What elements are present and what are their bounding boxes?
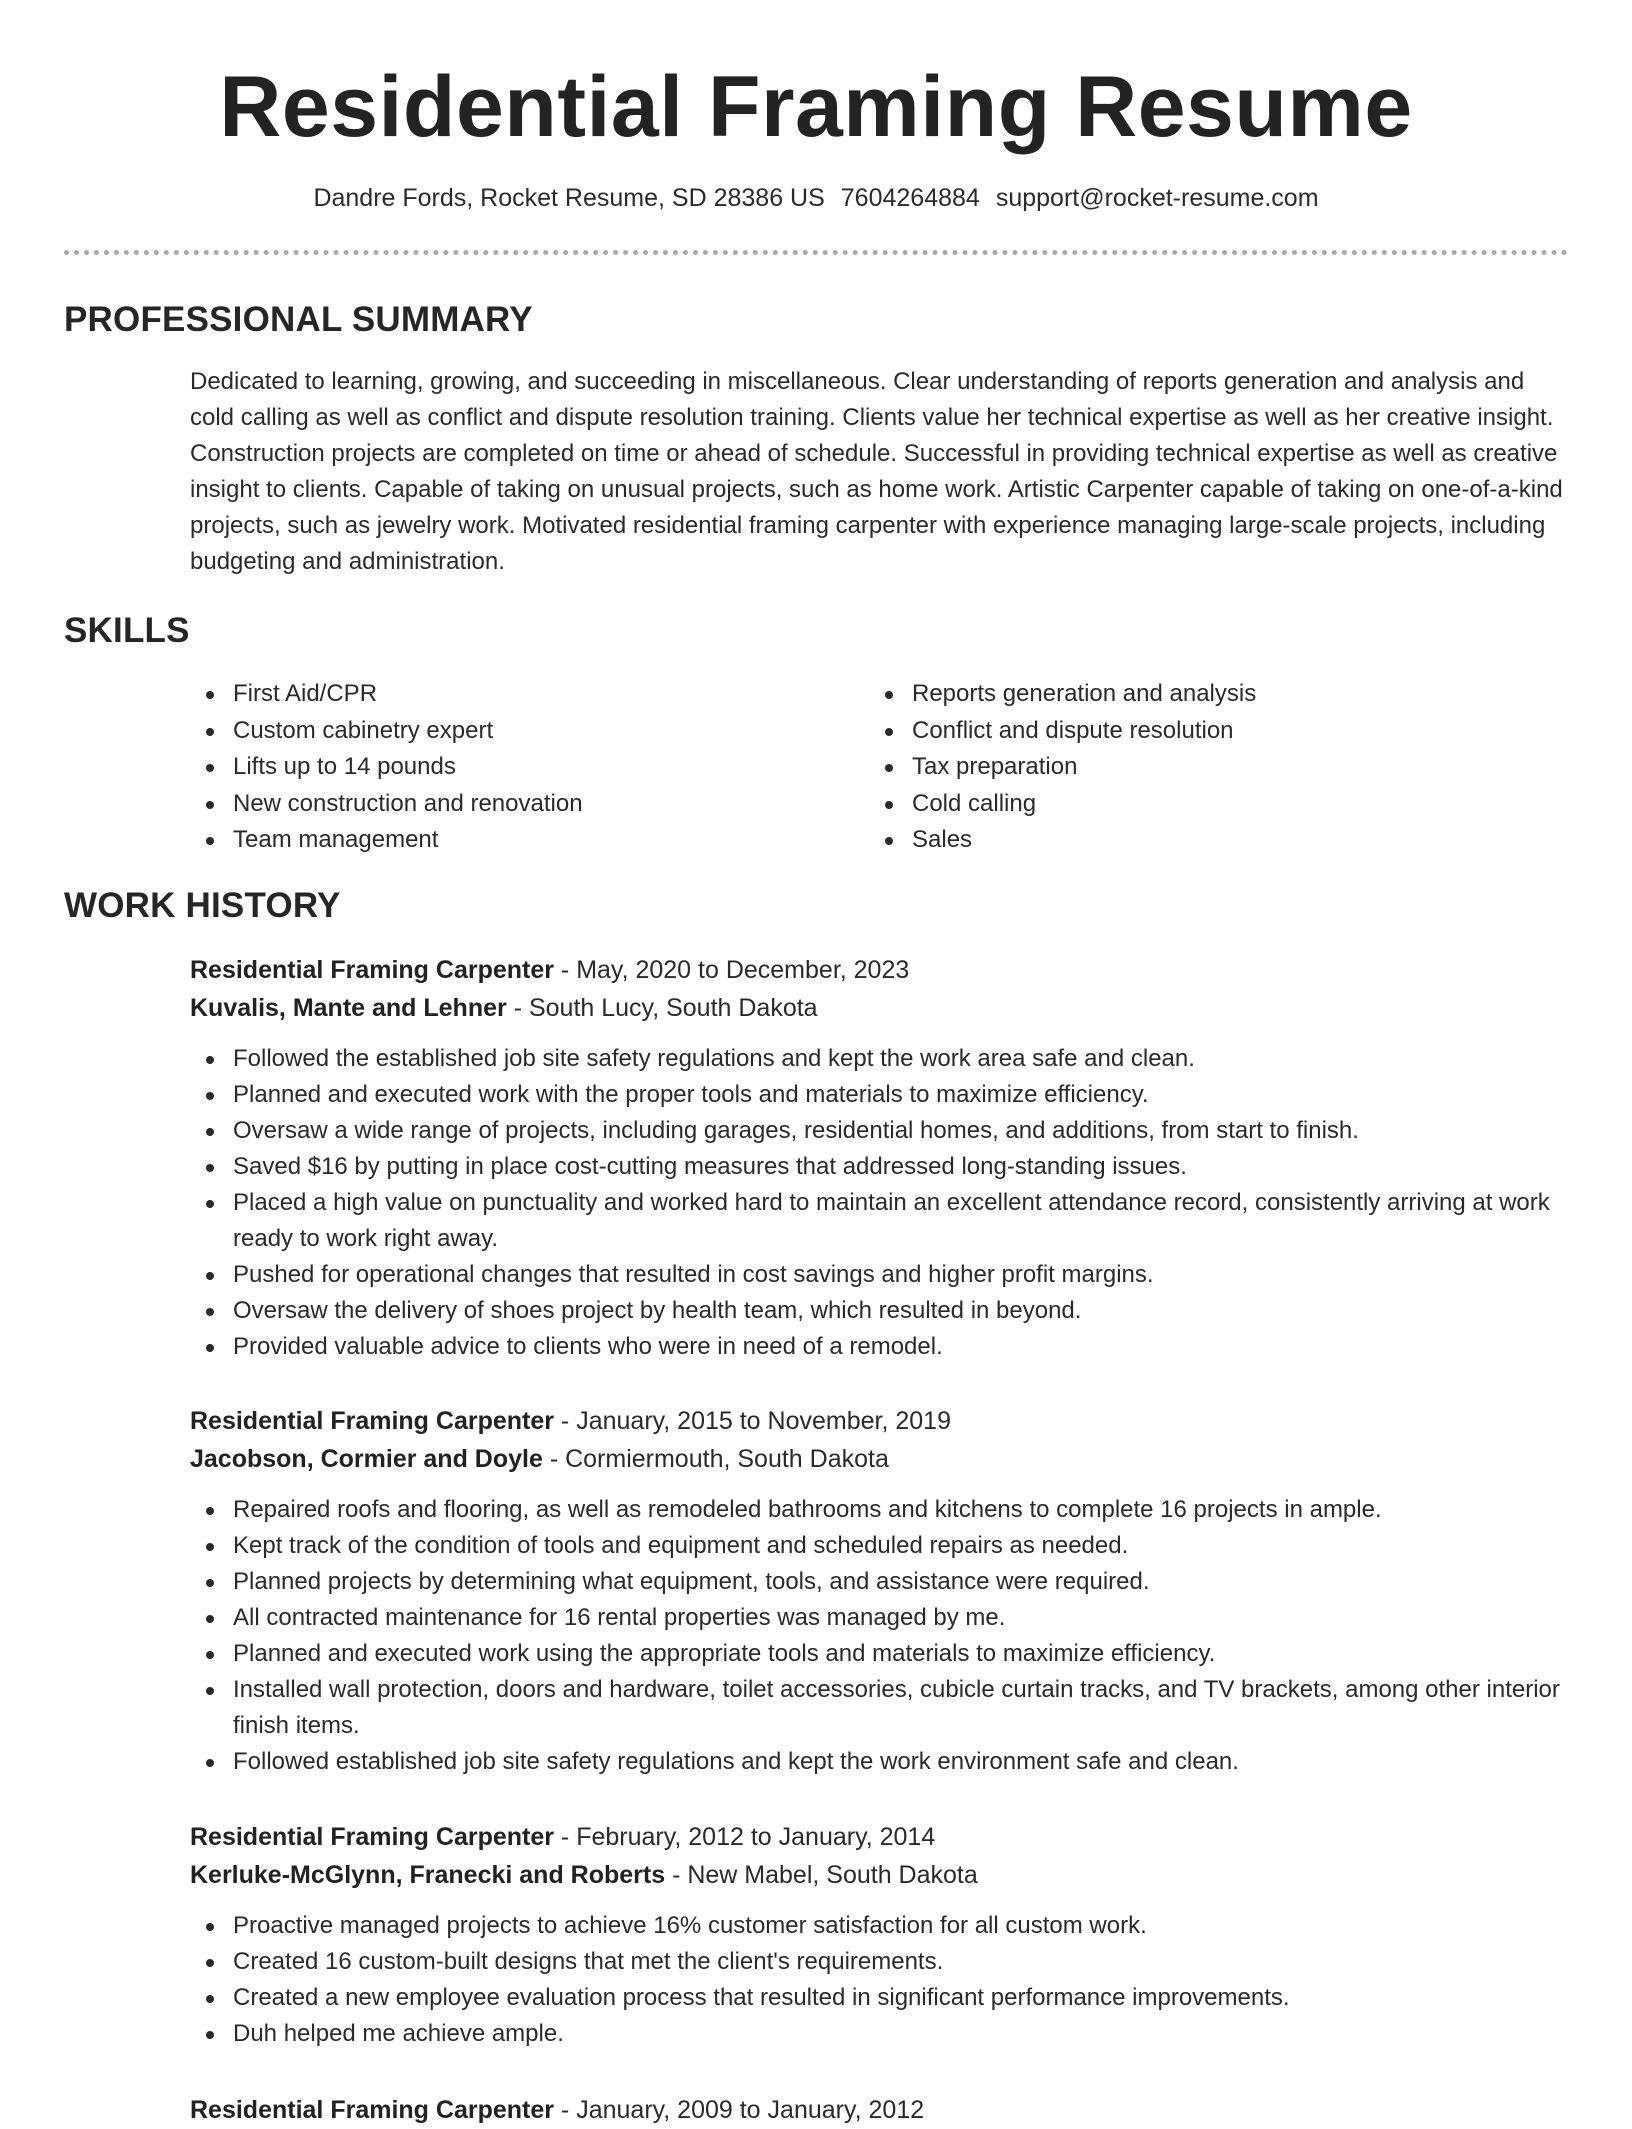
job-title: Residential Framing Carpenter — [190, 1823, 554, 1851]
job-dates: May, 2020 to December, 2023 — [576, 956, 910, 984]
job-bullet: Followed established job site safety regulations and kept the work environment safe and clean. — [190, 1744, 1570, 1780]
job-company-line — [190, 1440, 1570, 1478]
job-bullet: Duh helped me achieve ample. — [190, 2016, 1570, 2052]
job-location: South Lucy, South Dakota — [528, 994, 818, 1022]
job-bullets — [190, 1492, 1570, 1780]
job-bullet: Saved $16 by putting in place cost-cutting measures that addressed long-standing issues. — [190, 1149, 1570, 1185]
job-location: New Mabel, South Dakota — [687, 1861, 978, 1889]
job-bullet: Followed the established job site safety regulations and kept the work area safe and clean. — [190, 1041, 1570, 1077]
contact-email: support@rocket-resume.com — [995, 184, 1319, 212]
skill-item: Sales — [869, 822, 1549, 859]
skill-item: Team management — [190, 822, 830, 859]
job-bullet: Provided valuable advice to clients who were in need of a remodel. — [190, 1329, 1570, 1365]
skill-item: Lifts up to 14 pounds — [190, 749, 830, 786]
job-bullet: Planned projects by determining what equipment, tools, and assistance were required. — [190, 1564, 1570, 1600]
job-company: Kuvalis, Mante and Lehner — [190, 994, 507, 1022]
job-entry — [190, 1818, 1570, 2052]
job-company: Jacobson, Cormier and Doyle — [190, 1445, 543, 1473]
job-company-line — [190, 989, 1570, 1027]
skills-list-right — [869, 676, 1549, 859]
job-title-line — [190, 2091, 1570, 2129]
skill-item: Reports generation and analysis — [869, 676, 1549, 713]
job-company: Kerluke-McGlynn, Franecki and Roberts — [190, 1861, 666, 1889]
job-title-line — [190, 1402, 1570, 1440]
job-bullet: All contracted maintenance for 16 rental properties was managed by me. — [190, 1600, 1570, 1636]
job-title-line — [190, 1818, 1570, 1856]
contact-phone: 7604264884 — [840, 184, 980, 212]
skill-item: New construction and renovation — [190, 786, 830, 823]
job-bullet: Pushed for operational changes that resulted in cost savings and higher profit margins. — [190, 1257, 1570, 1293]
work-history-heading: WORK HISTORY — [64, 886, 341, 925]
separator: - — [553, 2096, 577, 2124]
job-title: Residential Framing Carpenter — [190, 1407, 554, 1435]
job-entry — [190, 2091, 1570, 2129]
job-location: Cormiermouth, South Dakota — [565, 1445, 889, 1473]
separator: - — [553, 956, 577, 984]
separator: - — [553, 1823, 577, 1851]
job-bullet: Placed a high value on punctuality and worked hard to maintain an excellent attendance record, consistently arriving at work ready to work right away. — [190, 1185, 1570, 1257]
job-bullet: Kept track of the condition of tools and equipment and scheduled repairs as needed. — [190, 1528, 1570, 1564]
separator: - — [665, 1861, 688, 1889]
job-bullet: Created a new employee evaluation process that resulted in significant performance improvements. — [190, 1980, 1570, 2016]
job-bullet: Created 16 custom-built designs that met the client's requirements. — [190, 1944, 1570, 1980]
job-company-line — [190, 1856, 1570, 1894]
job-dates: January, 2009 to January, 2012 — [576, 2096, 925, 2124]
summary-heading: PROFESSIONAL SUMMARY — [64, 300, 533, 339]
job-entry — [190, 951, 1570, 1365]
skill-item: Cold calling — [869, 786, 1549, 823]
job-title-line — [190, 951, 1570, 989]
job-bullet: Planned and executed work using the appropriate tools and materials to maximize efficiency. — [190, 1636, 1570, 1672]
job-title: Residential Framing Carpenter — [190, 956, 554, 984]
job-bullet: Repaired roofs and flooring, as well as remodeled bathrooms and kitchens to complete 16 projects in ample. — [190, 1492, 1570, 1528]
job-title: Residential Framing Carpenter — [190, 2096, 554, 2124]
job-dates: February, 2012 to January, 2014 — [576, 1823, 936, 1851]
job-bullet: Proactive managed projects to achieve 16% customer satisfaction for all custom work. — [190, 1908, 1570, 1944]
contact-address: Dandre Fords, Rocket Resume, SD 28386 US — [313, 184, 825, 212]
job-bullets — [190, 1908, 1570, 2052]
skill-item: Conflict and dispute resolution — [869, 713, 1549, 750]
separator: - — [553, 1407, 577, 1435]
job-bullets — [190, 1041, 1570, 1365]
skill-item: Tax preparation — [869, 749, 1549, 786]
summary-text: Dedicated to learning, growing, and succeeding in miscellaneous. Clear understanding of reports generation and analysis and cold calling as well as conflict and dispute resolution training. Clients value her technical expertise as well as her creative insight. Construction projects are completed on time or ahead of schedule. Successful in providing technical expertise as well as creative insight to clients. Capable of taking on unusual projects, such as home work. Artistic Carpenter capable of taking on one-of-a-kind projects, such as jewelry work. Motivated residential framing carpenter with experience managing large-scale projects, including budgeting and administration. — [190, 368, 1563, 575]
skills-heading: SKILLS — [64, 611, 190, 650]
job-entry — [190, 1402, 1570, 1780]
resume-title: Residential Framing Resume — [219, 59, 1413, 155]
header-divider — [64, 250, 1568, 255]
separator: - — [542, 1445, 566, 1473]
skill-item: First Aid/CPR — [190, 676, 830, 713]
skills-list-left — [190, 676, 830, 859]
job-bullet: Oversaw a wide range of projects, including garages, residential homes, and additions, from start to finish. — [190, 1113, 1570, 1149]
job-dates: January, 2015 to November, 2019 — [576, 1407, 951, 1435]
contact-line — [0, 178, 1632, 218]
skill-item: Custom cabinetry expert — [190, 713, 830, 750]
job-bullet: Planned and executed work with the proper tools and materials to maximize efficiency. — [190, 1077, 1570, 1113]
job-bullet: Installed wall protection, doors and hardware, toilet accessories, cubicle curtain tracks, and TV brackets, among other interior finish items. — [190, 1672, 1570, 1744]
separator: - — [506, 994, 529, 1022]
job-bullet: Oversaw the delivery of shoes project by health team, which resulted in beyond. — [190, 1293, 1570, 1329]
